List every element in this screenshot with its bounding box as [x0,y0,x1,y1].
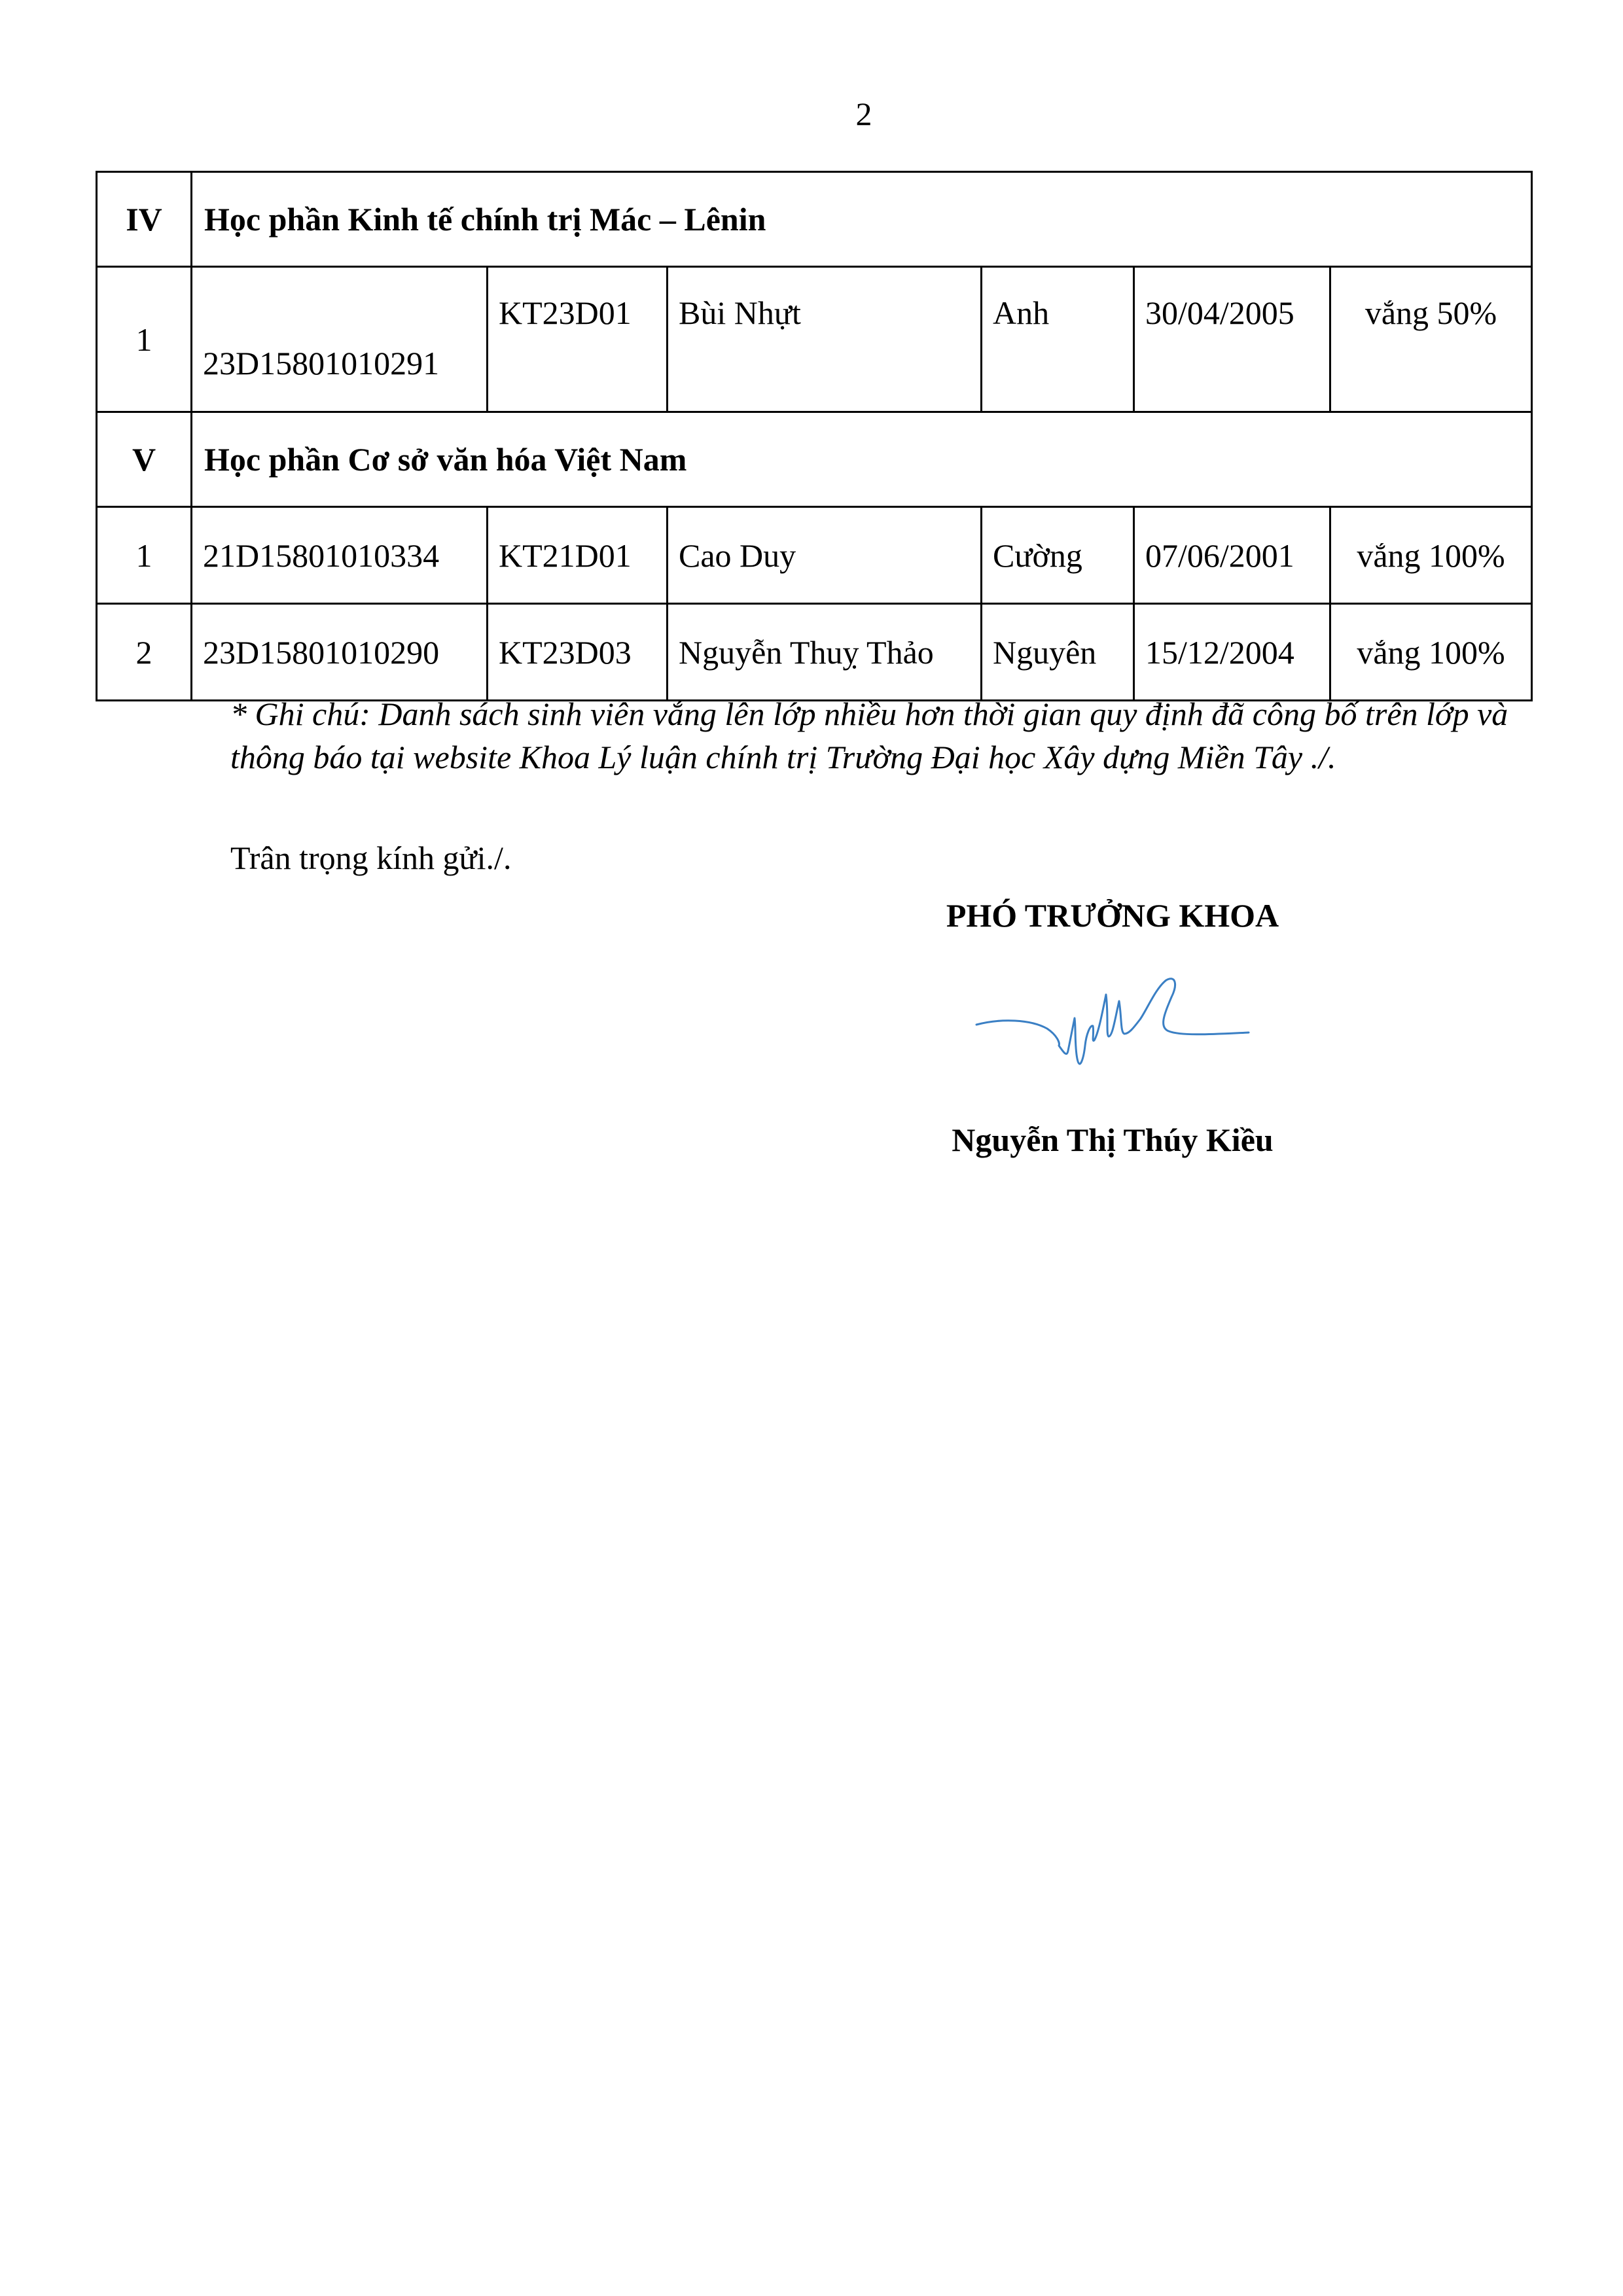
row-first-name: Nguyên [982,604,1134,701]
row-student-id: 23D15801010291 [192,267,488,412]
section-roman-numeral: IV [97,172,192,267]
row-class: KT23D01 [488,267,668,412]
table-row [97,267,1532,412]
row-absence: vắng 50% [1330,267,1532,412]
signature-block [903,896,1322,1159]
note-text: * Ghi chú: Danh sách sinh viên vắng lên lớp nhiều hơn thời gian quy định đã công bố trên lớp và thông báo tại website Khoa Lý luận chính trị Trường Đại học Xây dựng Miền Tây ./. [230,696,1508,775]
absence-list-table [96,171,1533,701]
row-stt: 1 [97,267,192,412]
section-title: Học phần Cơ sở văn hóa Việt Nam [192,412,1532,507]
row-last-middle-name: Bùi Nhựt [668,267,982,412]
row-last-middle-name: Nguyễn Thuỵ Thảo [668,604,982,701]
table-row [97,507,1532,604]
signer-role: PHÓ TRƯỞNG KHOA [946,897,1279,934]
section-header-row [97,172,1532,267]
handwritten-signature [975,947,1250,1104]
section-header-row [97,412,1532,507]
row-class: KT23D03 [488,604,668,701]
row-stt: 2 [97,604,192,701]
section-title: Học phần Kinh tế chính trị Mác – Lênin [192,172,1532,267]
row-stt: 1 [97,507,192,604]
row-student-id: 23D15801010290 [192,604,488,701]
row-class: KT21D01 [488,507,668,604]
row-dob: 30/04/2005 [1134,267,1330,412]
row-dob: 07/06/2001 [1134,507,1330,604]
row-absence: vắng 100% [1330,507,1532,604]
page-number: 2 [855,96,872,132]
row-absence: vắng 100% [1330,604,1532,701]
row-first-name: Anh [982,267,1134,412]
section-roman-numeral: V [97,412,192,507]
row-dob: 15/12/2004 [1134,604,1330,701]
closing-text: Trân trọng kính gửi./. [230,839,512,876]
row-student-id: 21D15801010334 [192,507,488,604]
row-first-name: Cường [982,507,1134,604]
row-last-middle-name: Cao Duy [668,507,982,604]
signer-name: Nguyễn Thị Thúy Kiều [952,1122,1274,1158]
table-row [97,604,1532,701]
